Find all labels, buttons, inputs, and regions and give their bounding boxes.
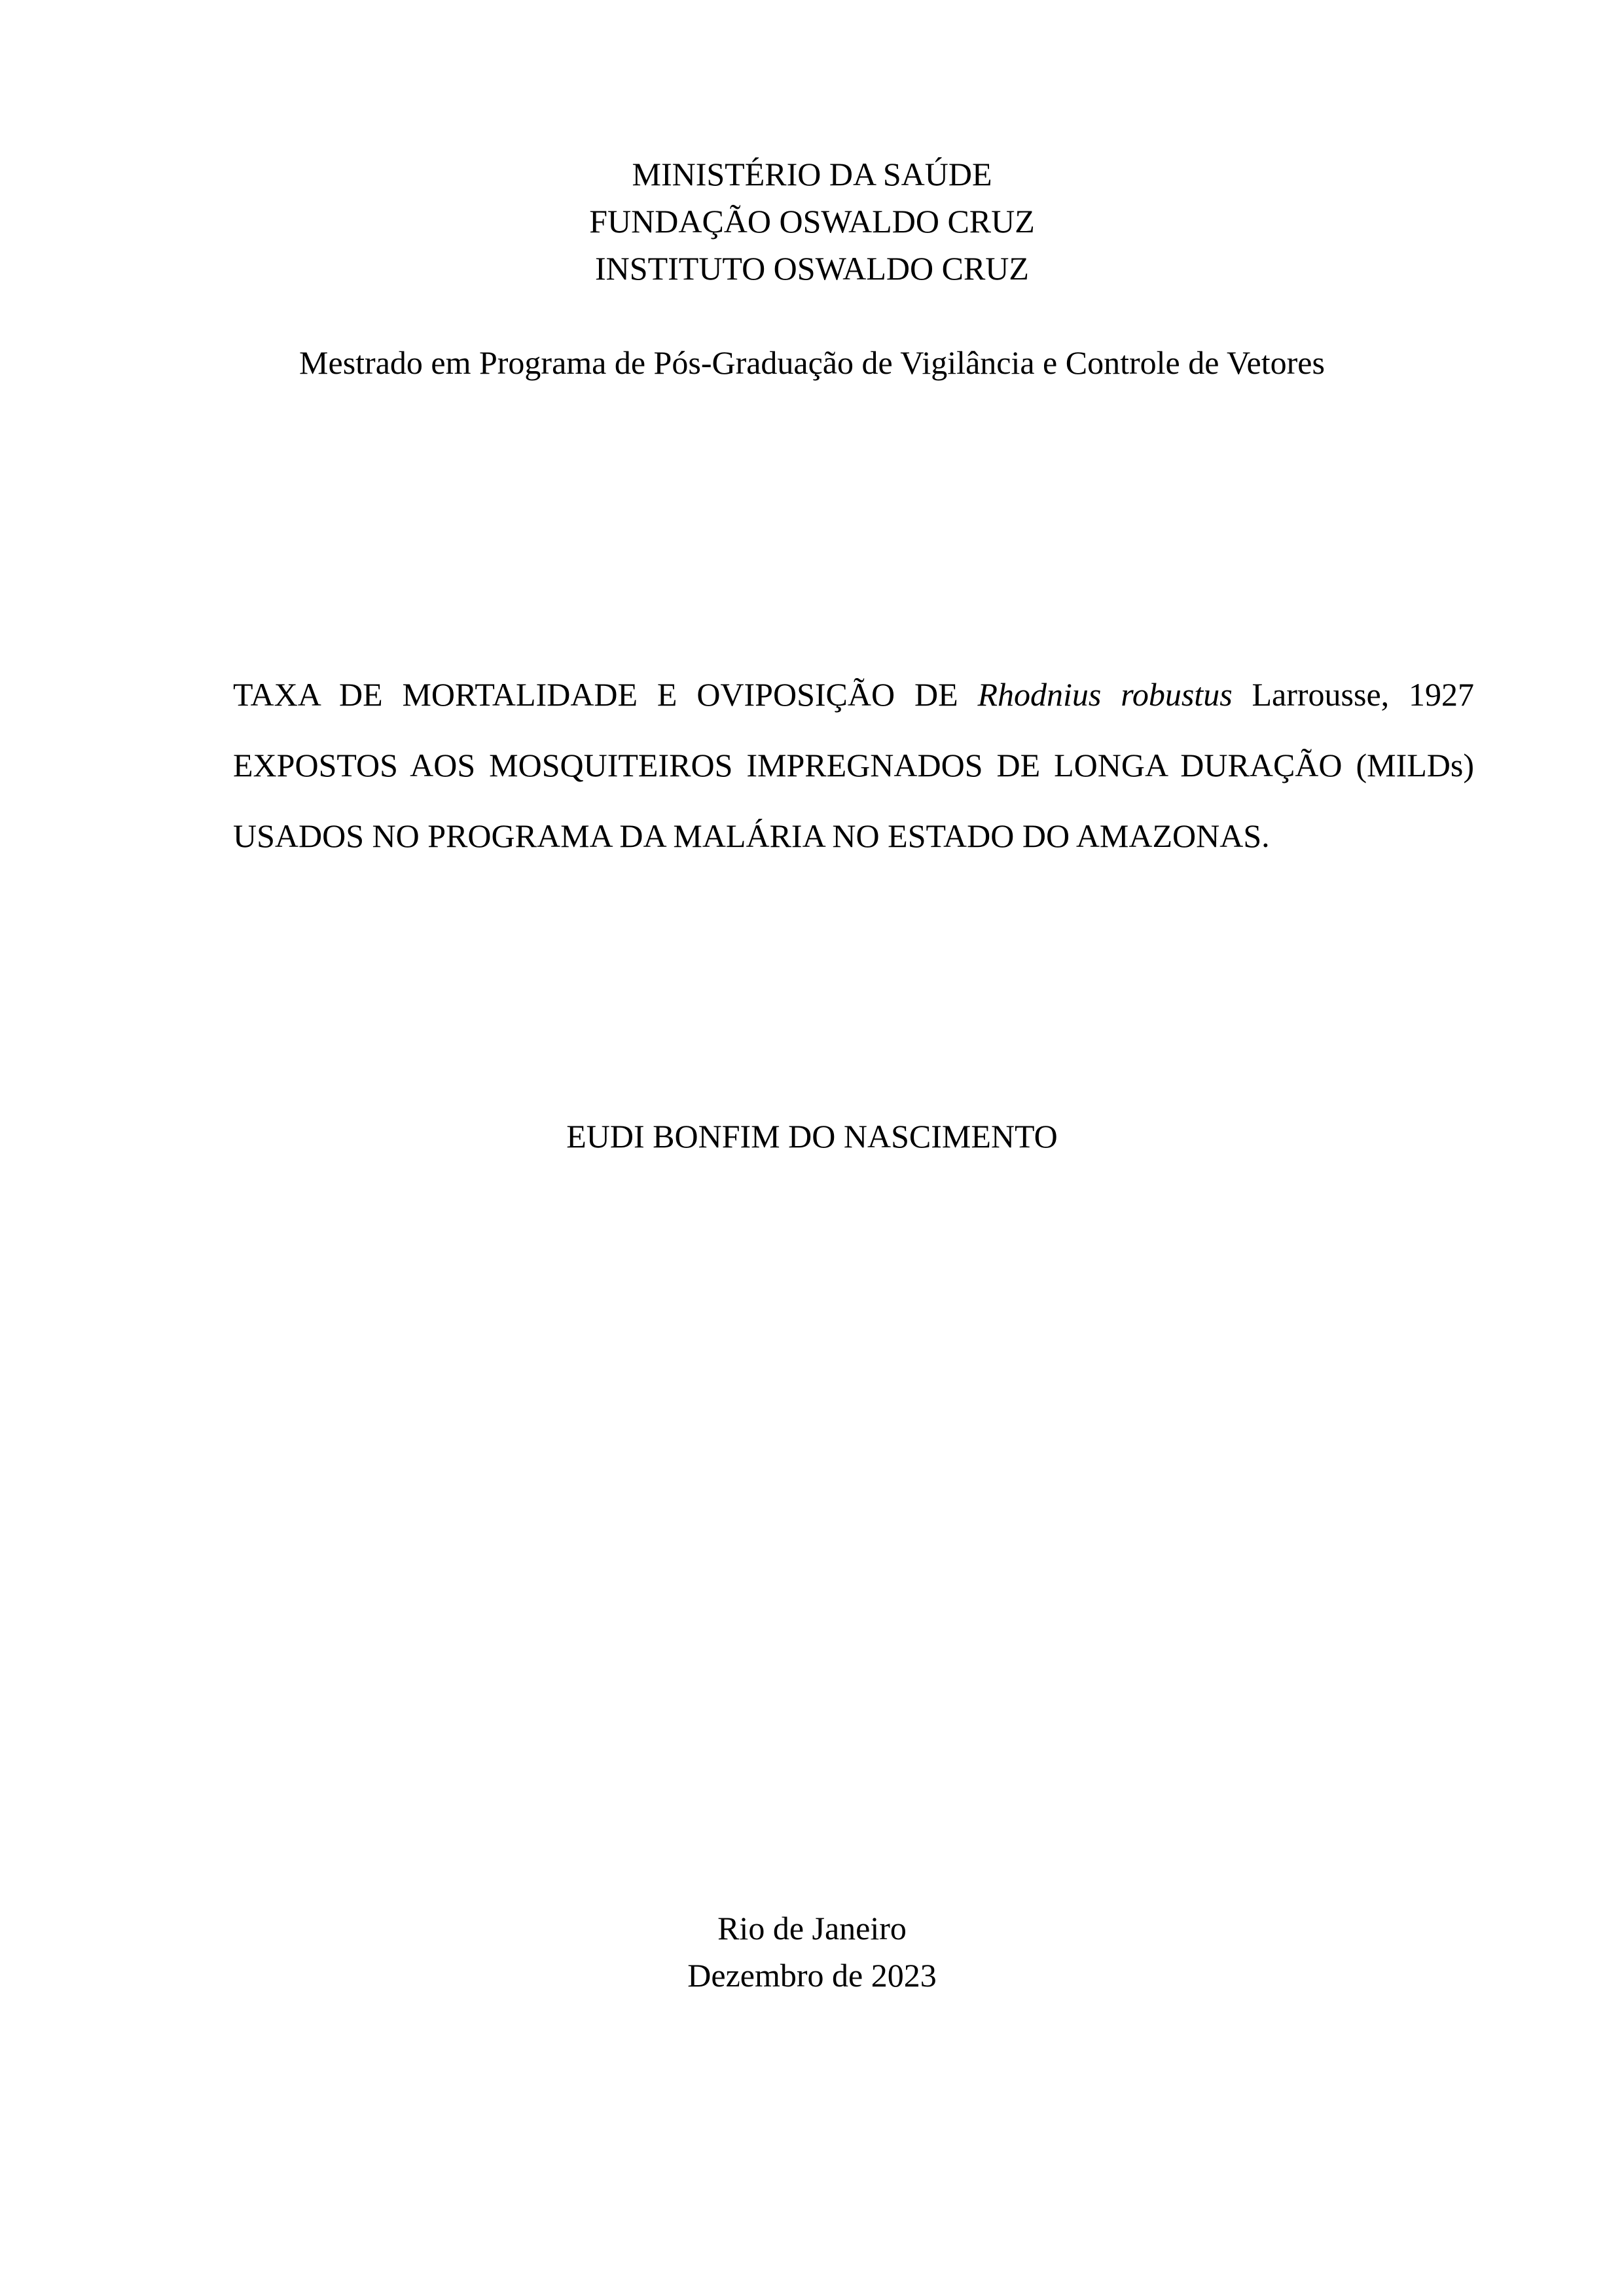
date: Dezembro de 2023 <box>687 1957 937 1994</box>
thesis-title-line-1 <box>233 659 1474 730</box>
species-name: Rhodnius robustus <box>977 676 1233 713</box>
institute-heading: INSTITUTO OSWALDO CRUZ <box>595 250 1029 287</box>
foundation-heading: FUNDAÇÃO OSWALDO CRUZ <box>589 203 1035 240</box>
author-name: EUDI BONFIM DO NASCIMENTO <box>566 1118 1058 1155</box>
city: Rio de Janeiro <box>717 1910 907 1946</box>
ministry-heading: MINISTÉRIO DA SAÚDE <box>632 156 992 192</box>
program-name: Mestrado em Programa de Pós-Graduação de Vigilância e Controle de Vetores <box>299 344 1325 381</box>
thesis-title-line-2: EXPOSTOS AOS MOSQUITEIROS IMPREGNADOS DE LONGA DURAÇÃO (MILDs) <box>233 747 1474 783</box>
title-line-1-suffix: Larrousse, 1927 <box>1252 676 1475 713</box>
title-line-1-prefix: TAXA DE MORTALIDADE E OVIPOSIÇÃO DE <box>233 676 958 713</box>
thesis-title <box>233 659 1474 871</box>
thesis-title-line-3: USADOS NO PROGRAMA DA MALÁRIA NO ESTADO DO AMAZONAS. <box>233 817 1270 854</box>
